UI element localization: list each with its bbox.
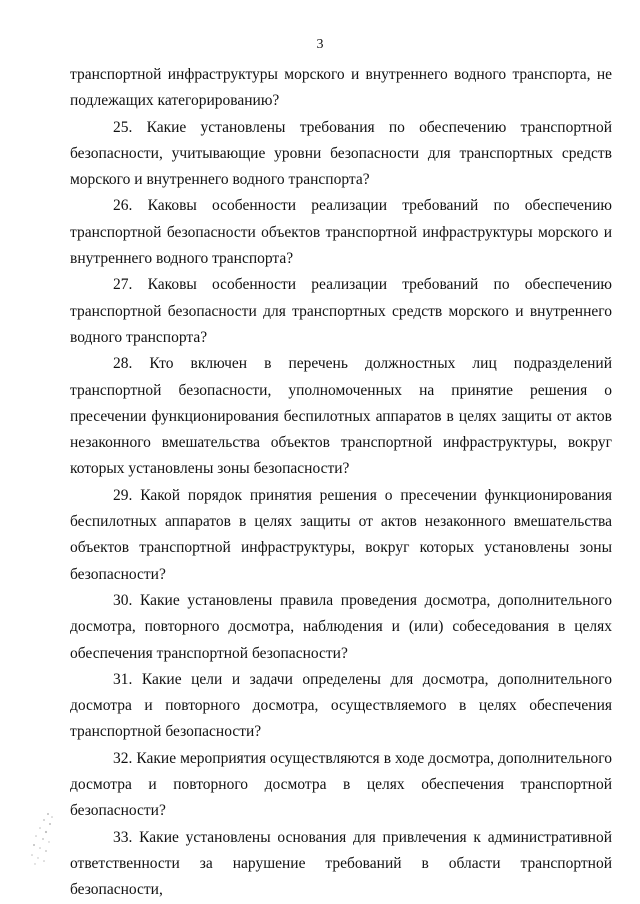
question-26: 26. Каковы особенности реализации требований по обеспечению транспортной безопасности объектов транспортной инфраструктуры морского и внутреннего водного транспорта? xyxy=(70,197,612,268)
question-27: 27. Каковы особенности реализации требований по обеспечению транспортной безопасности для транспортных средств морского и внутреннего водного транспорта? xyxy=(70,276,612,346)
question-29: 29. Какой порядок принятия решения о пресечении функционирования беспилотных аппаратов в целях защиты от актов незаконного вмешательства объектов транспортной инфраструктуры, вокруг которых установлены зоны безопасности? xyxy=(70,486,612,583)
question-25: 25. Какие установлены требования по обеспечению транспортной безопасности, учитывающие уровни безопасности для транспортных средств морского и внутреннего водного транспорта? xyxy=(70,118,612,189)
document-body xyxy=(70,62,612,904)
question-33: 33. Какие установлены основания для привлечения к административной ответственности за нарушение требований в области транспортной безопасности, xyxy=(70,828,612,899)
question-31: 31. Какие цели и задачи определены для досмотра, дополнительного досмотра и повторного досмотра, осуществляемого в целях обеспечения транспортной безопасности? xyxy=(70,670,612,741)
page-number: 3 xyxy=(316,37,324,52)
continuation-paragraph: транспортной инфраструктуры морского и внутреннего водного транспорта, не подлежащих категорированию? xyxy=(70,66,612,110)
question-28: 28. Кто включен в перечень должностных лиц подразделений транспортной безопасности, уполномоченных на принятие решения о пресечении функционирования беспилотных аппаратов в целях защиты от актов незаконного вмешательства объектов транспортной инфраструктуры, вокруг которых установлены зоны безопасности? xyxy=(70,355,612,478)
question-32: 32. Какие мероприятия осуществляются в ходе досмотра, дополнительного досмотра и повторного досмотра в целях обеспечения транспортной безопасности? xyxy=(70,749,612,820)
scan-artifact xyxy=(26,808,62,868)
question-30: 30. Какие установлены правила проведения досмотра, дополнительного досмотра, повторного досмотра, наблюдения и (или) собеседования в целях обеспечения транспортной безопасности? xyxy=(70,591,612,662)
